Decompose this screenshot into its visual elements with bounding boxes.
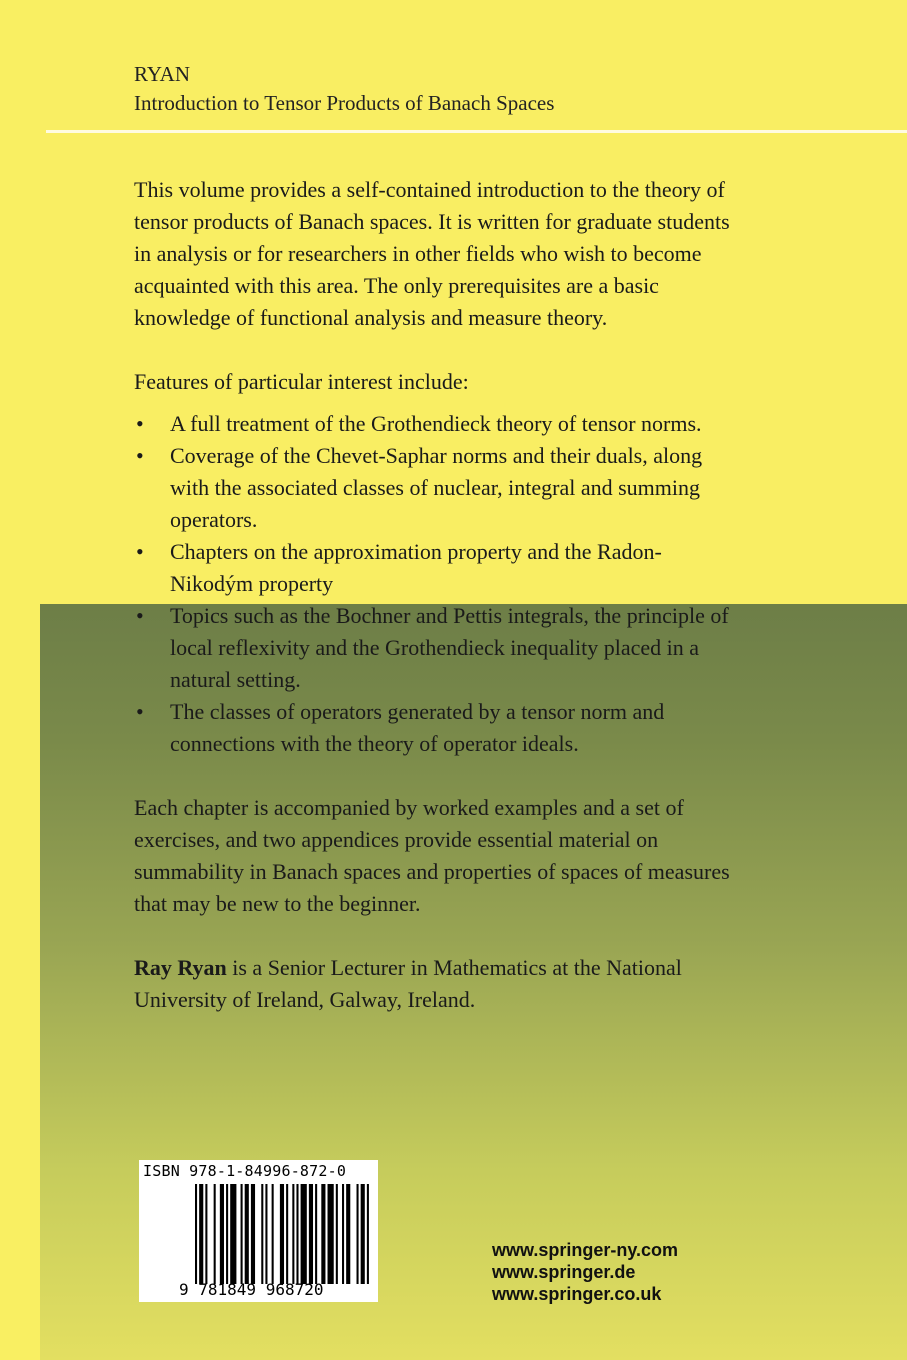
ean-digits: 9 781849 968720	[179, 1280, 324, 1299]
publisher-urls	[492, 1239, 678, 1305]
feature-text: The classes of operators generated by a tensor norm and connections with the theory of operator ideals.	[170, 699, 665, 756]
barcode-bar	[286, 1184, 288, 1284]
barcode-bar	[272, 1184, 274, 1284]
feature-text: Topics such as the Bochner and Pettis integrals, the principle of local reflexivity and the Grothendieck inequality placed in a natural setting.	[170, 603, 729, 692]
barcode-bar	[346, 1184, 350, 1284]
barcode-bar	[214, 1184, 216, 1284]
barcode-bar	[301, 1184, 307, 1284]
author-bio-text: is a Senior Lecturer in Mathematics at the National University of Ireland, Galway, Ireland.	[134, 955, 682, 1012]
barcode-bar	[357, 1184, 359, 1284]
barcode-bar	[309, 1184, 313, 1284]
barcode-bar	[205, 1184, 207, 1284]
barcode-bar	[280, 1184, 284, 1284]
barcode-bar	[245, 1184, 249, 1284]
url-springer-uk: www.springer.co.uk	[492, 1284, 662, 1304]
header-divider	[46, 130, 907, 133]
barcode-bar	[292, 1184, 294, 1284]
url-springer-de: www.springer.de	[492, 1262, 636, 1282]
feature-item	[134, 536, 734, 600]
summary-paragraph: Each chapter is accompanied by worked examples and a set of exercises, and two appendices provide essential material on summability in Banach spaces and properties of spaces of measures that may be new to the beginner.	[134, 795, 730, 916]
barcode-bar	[321, 1184, 325, 1284]
feature-item	[134, 440, 734, 536]
barcode-box	[139, 1160, 378, 1302]
barcode-bar	[251, 1184, 255, 1284]
barcode-bar	[361, 1184, 365, 1284]
barcode-bar	[315, 1184, 317, 1284]
feature-item	[134, 600, 734, 696]
bullet-icon: •	[136, 699, 144, 724]
spine-strip	[0, 0, 40, 1360]
barcode-bar	[220, 1184, 224, 1284]
barcode-bar	[261, 1184, 263, 1284]
book-title: Introduction to Tensor Products of Banach Spaces	[134, 91, 555, 115]
author-bio	[134, 952, 734, 1016]
features-heading: Features of particular interest include:	[134, 369, 469, 394]
features-list	[134, 408, 734, 760]
bullet-icon: •	[136, 539, 144, 564]
author-name: RYAN	[134, 62, 191, 86]
barcode-bar	[241, 1184, 243, 1284]
feature-text: A full treatment of the Grothendieck theory of tensor norms.	[170, 411, 702, 436]
feature-item	[134, 696, 734, 760]
barcode-bar	[195, 1184, 197, 1284]
barcode-bar	[296, 1184, 298, 1284]
bullet-icon: •	[136, 443, 144, 468]
blurb	[134, 174, 734, 1016]
barcode-bar	[199, 1184, 203, 1284]
url-springer-ny: www.springer-ny.com	[492, 1240, 679, 1260]
barcode-bar	[226, 1184, 228, 1284]
isbn-label: ISBN 978-1-84996-872-0	[143, 1162, 347, 1180]
feature-text: Coverage of the Chevet-Saphar norms and their duals, along with the associated classes of nuclear, integral and summing operators.	[170, 443, 703, 532]
barcode-bar	[336, 1184, 338, 1284]
barcode-bar	[230, 1184, 236, 1284]
header	[134, 60, 554, 118]
intro-paragraph: This volume provides a self-contained introduction to the theory of tensor products of Banach spaces. It is written for graduate students in analysis or for researchers in other fields who wish to become acquainted with this area. The only prerequisites are a basic knowledge of functional analysis and measure theory.	[134, 177, 730, 330]
feature-text: Chapters on the approximation property and the Radon-Nikodým property	[170, 539, 662, 596]
feature-item	[134, 408, 734, 440]
author-bio-name: Ray Ryan	[134, 955, 227, 980]
bullet-icon: •	[136, 603, 144, 628]
barcode-bar	[367, 1184, 369, 1284]
bullet-icon: •	[136, 411, 144, 436]
barcode-bar	[342, 1184, 344, 1284]
barcode-icon	[195, 1184, 371, 1284]
barcode-bar	[328, 1184, 334, 1284]
barcode-bar	[265, 1184, 267, 1284]
